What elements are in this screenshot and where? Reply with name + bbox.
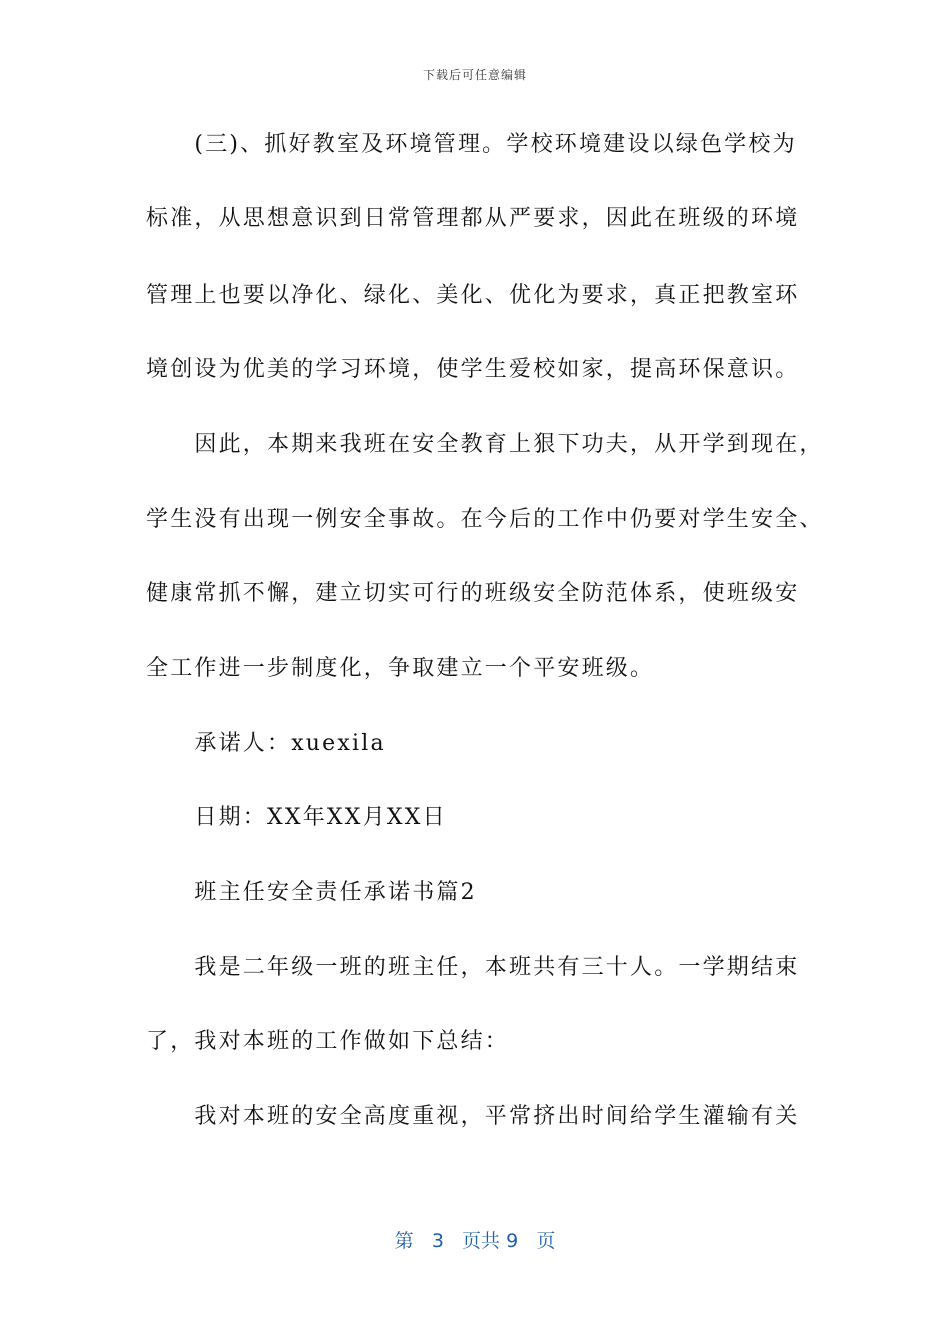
signer-line: 承诺人：xuexila <box>146 731 386 756</box>
text-line: 学生没有出现一例安全事故。在今后的工作中仍要对学生安全、 <box>146 507 824 532</box>
text-line: 了，我对本班的工作做如下总结： <box>146 1029 510 1054</box>
page-footer <box>0 1226 950 1253</box>
text-line: 我对本班的安全高度重视，平常挤出时间给学生灌输有关 <box>146 1104 800 1129</box>
footer-suffix: 页 <box>536 1230 556 1252</box>
text-line: 健康常抓不懈，建立切实可行的班级安全防范体系，使班级安 <box>146 581 800 606</box>
text-line: 全工作进一步制度化，争取建立一个平安班级。 <box>146 656 655 681</box>
text-line: 因此，本期来我班在安全教育上狠下功夫，从开学到现在， <box>146 432 824 457</box>
date-line: 日期：XX年XX月XX日 <box>146 805 447 830</box>
footer-middle: 页共 <box>462 1230 501 1252</box>
text-line: 境创设为优美的学习环境，使学生爱校如家，提高环保意识。 <box>146 357 800 382</box>
text-line: 我是二年级一班的班主任，本班共有三十人。一学期结束 <box>146 955 800 980</box>
total-pages-number: 9 <box>506 1230 519 1252</box>
section-title: 班主任安全责任承诺书篇2 <box>146 880 477 905</box>
text-line: 管理上也要以净化、绿化、美化、优化为要求，真正把教室环 <box>146 283 800 308</box>
header-note: 下载后可任意编辑 <box>422 68 527 82</box>
text-line: 标准，从思想意识到日常管理都从严要求，因此在班级的环境 <box>146 206 800 231</box>
text-line: (三)、抓好教室及环境管理。学校环境建设以绿色学校为 <box>146 132 797 157</box>
footer-prefix: 第 <box>394 1230 414 1252</box>
current-page-number: 3 <box>431 1230 444 1252</box>
